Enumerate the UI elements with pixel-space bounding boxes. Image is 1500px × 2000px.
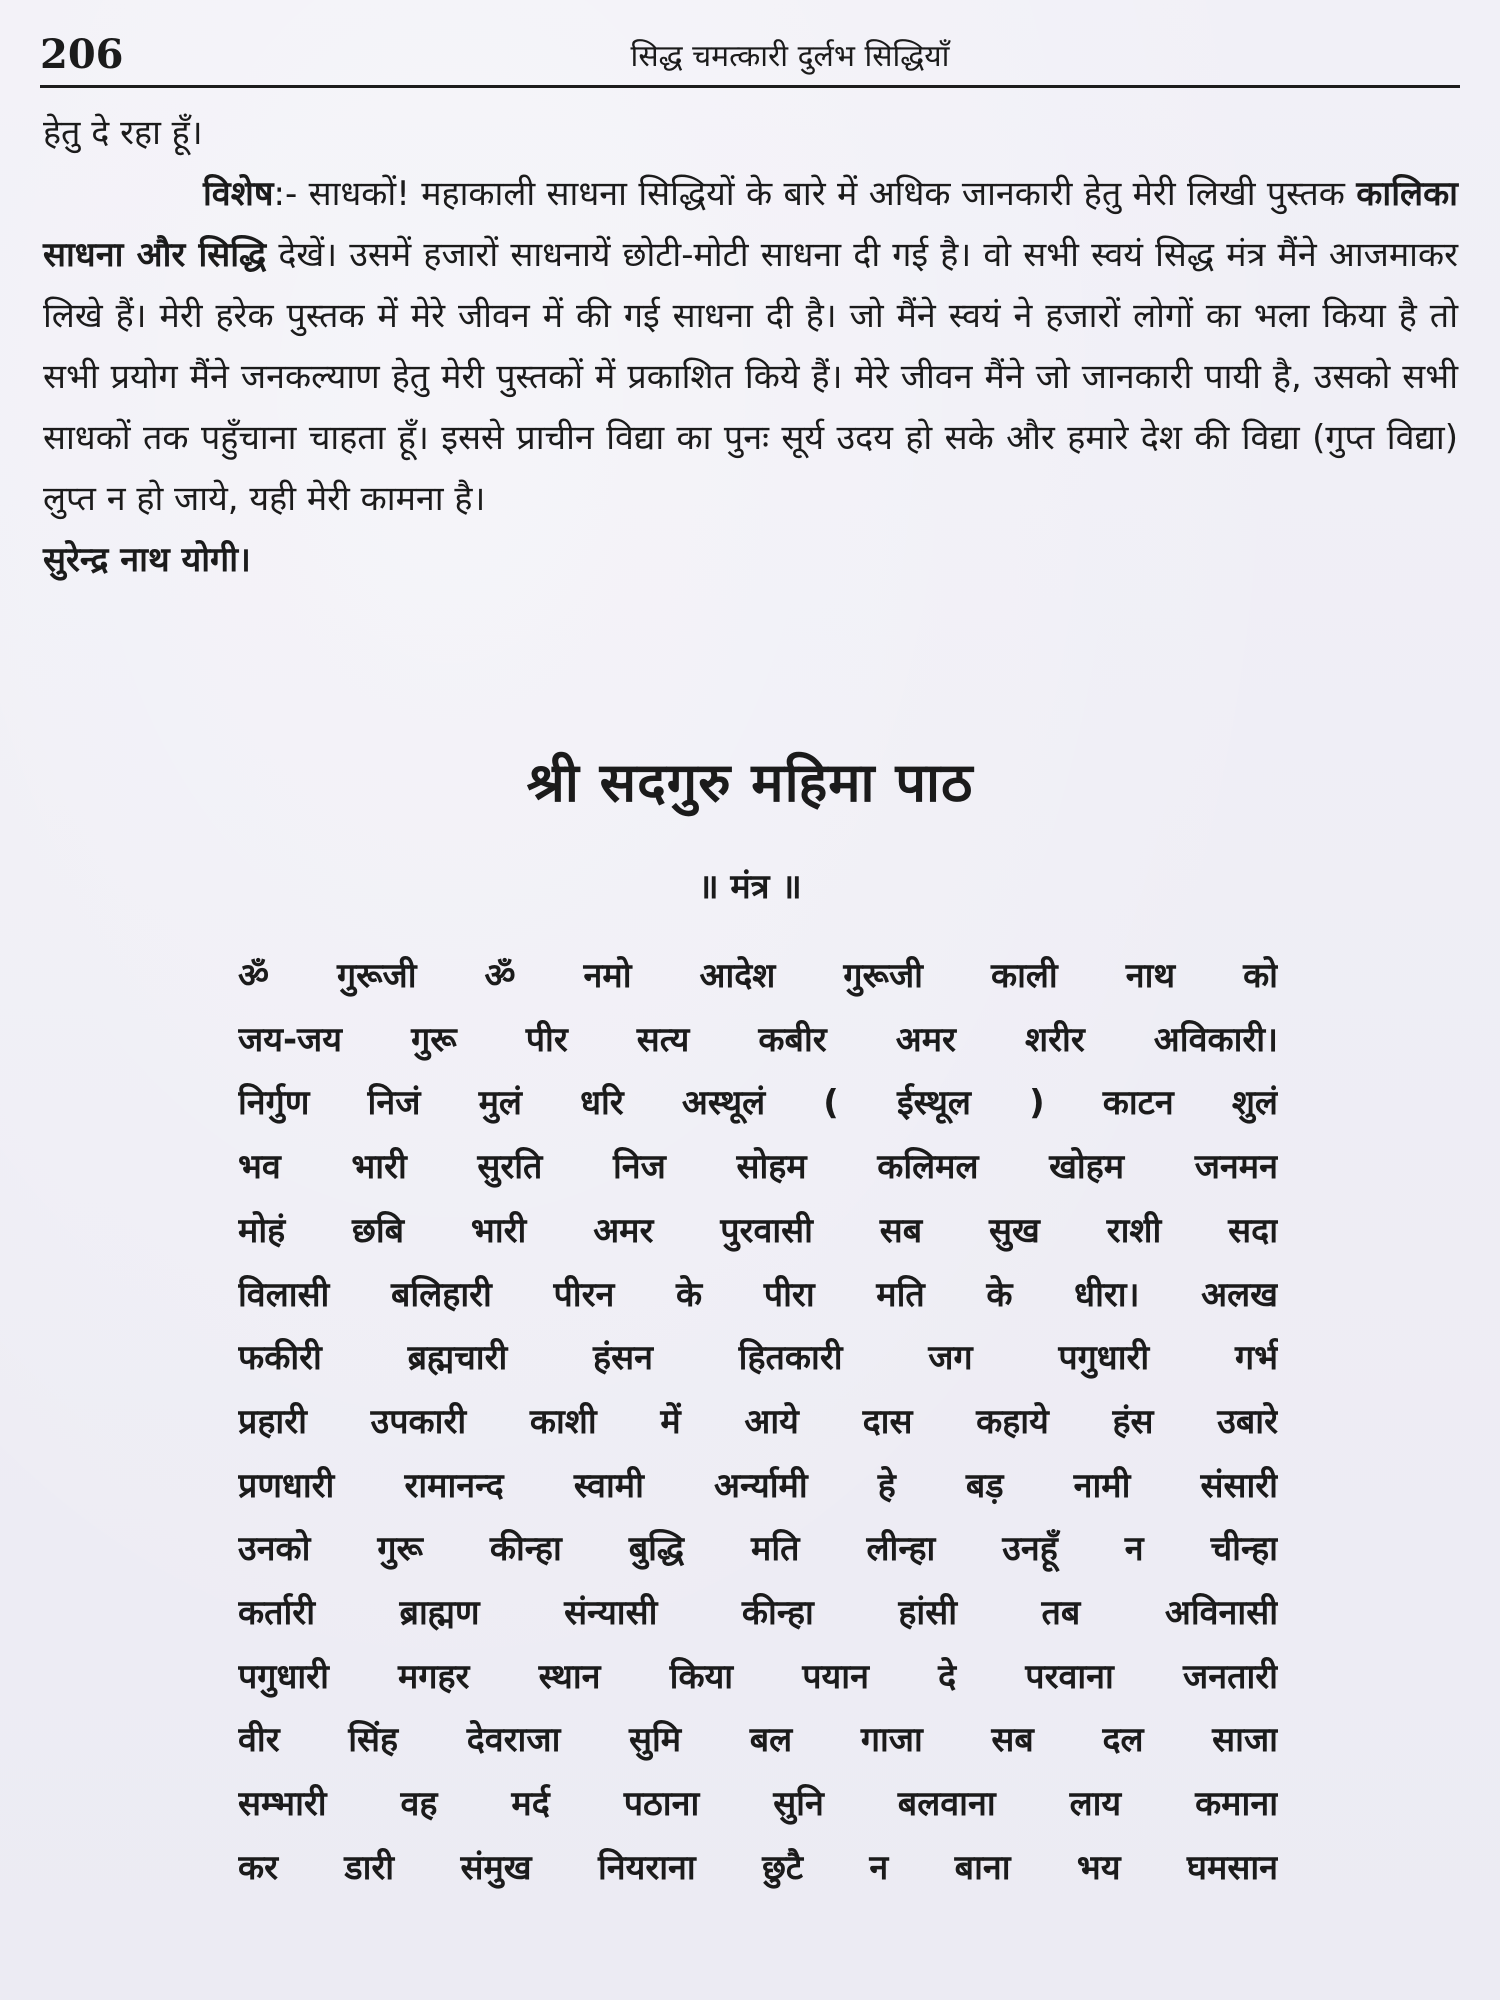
author-signature: सुरेन्द्र नाथ योगी। [43,540,251,580]
verse-line: निर्गुण निजं मुलं धरि अस्थूलं ( ईस्थूल ) काटन शुलं [238,1083,1278,1124]
verse-line: जय-जय गुरू पीर सत्य कबीर अमर शरीर अविकारी। [238,1019,1278,1060]
mantra-verse [238,945,1278,1901]
verse-line: कर्तारी ब्राह्मण संन्यासी कीन्हा हांसी तब अविनासी [238,1593,1278,1634]
verse-line: कर डारी संमुख नियराना छुटै न बाना भय घमसान [238,1847,1278,1888]
page-number: 206 [40,31,124,78]
verse-line: पगुधारी मगहर स्थान किया पयान दे परवाना जनतारी [238,1656,1278,1697]
verse-line: प्रणधारी रामानन्द स्वामी अर्न्यामी हे बड़ नामी संसारी [238,1465,1278,1506]
running-title: सिद्ध चमत्कारी दुर्लभ सिद्धियाँ [630,39,950,74]
continued-line: हेतु दे रहा हूँ। [43,113,203,153]
verse-line: भव भारी सुरति निज सोहम कलिमल खोहम जनमन [238,1147,1278,1188]
verse-line: ॐ गुरूजी ॐ नमो आदेश गुरूजी काली नाथ को [238,956,1278,996]
note-text-part-2: देखें। उसमें हजारों साधनायें छोटी-मोटी साधना दी गई है। वो सभी स्वयं सिद्ध मंत्र मैंने आजमाकर लिखे हैं। मेरी हरेक पुस्तक में मेरे जीवन में की गई साधना दी है। जो मैंने स्वयं ने हजारों लोगों का भला किया है तो सभी प्रयोग मैंने जनकल्याण हेतु मेरी पुस्तकों में प्रकाशित किये हैं। मेरे जीवन मैंने जो जानकारी पायी है, उसको सभी साधकों तक पहुँचाना चाहता हूँ। इससे प्राचीन विद्या का पुनः सूर्य उदय हो सके और हमारे देश की विद्या (गुप्त विद्या) लुप्त न हो जाये, यही मेरी कामना है। [43,235,1458,519]
verse-line: प्रहारी उपकारी काशी में आये दास कहाये हंस उबारे [238,1401,1278,1442]
note-paragraph [43,164,1458,530]
verse-line: वीर सिंह देवराजा सुमि बल गाजा सब दल साजा [238,1720,1278,1761]
verse-line: सम्भारी वह मर्द पठाना सुनि बलवाना लाय कमाना [238,1784,1278,1825]
page-header [40,30,1460,88]
verse-line: उनको गुरू कीन्हा बुद्धि मति लीन्हा उनहूँ न चीन्हा [238,1529,1278,1570]
intro-text-block [43,103,1458,591]
book-title-reference: कालिका साधना और सिद्धि [43,174,1458,275]
section-heading: श्री सदगुरु महिमा पाठ [526,751,974,814]
note-text-part-1: :- साधकों! महाकाली साधना सिद्धियों के बारे में अधिक जानकारी हेतु मेरी लिखी पुस्तक [273,174,1357,214]
note-label: विशेष [203,174,274,214]
verse-line: विलासी बलिहारी पीरन के पीरा मति के धीरा। अलख [238,1274,1278,1315]
verse-line: मोहं छबि भारी अमर पुरवासी सब सुख राशी सदा [238,1210,1278,1251]
mantra-subheading: ॥ मंत्र ॥ [698,867,802,907]
verse-line: फकीरी ब्रह्मचारी हंसन हितकारी जग पगुधारी गर्भ [238,1338,1278,1379]
